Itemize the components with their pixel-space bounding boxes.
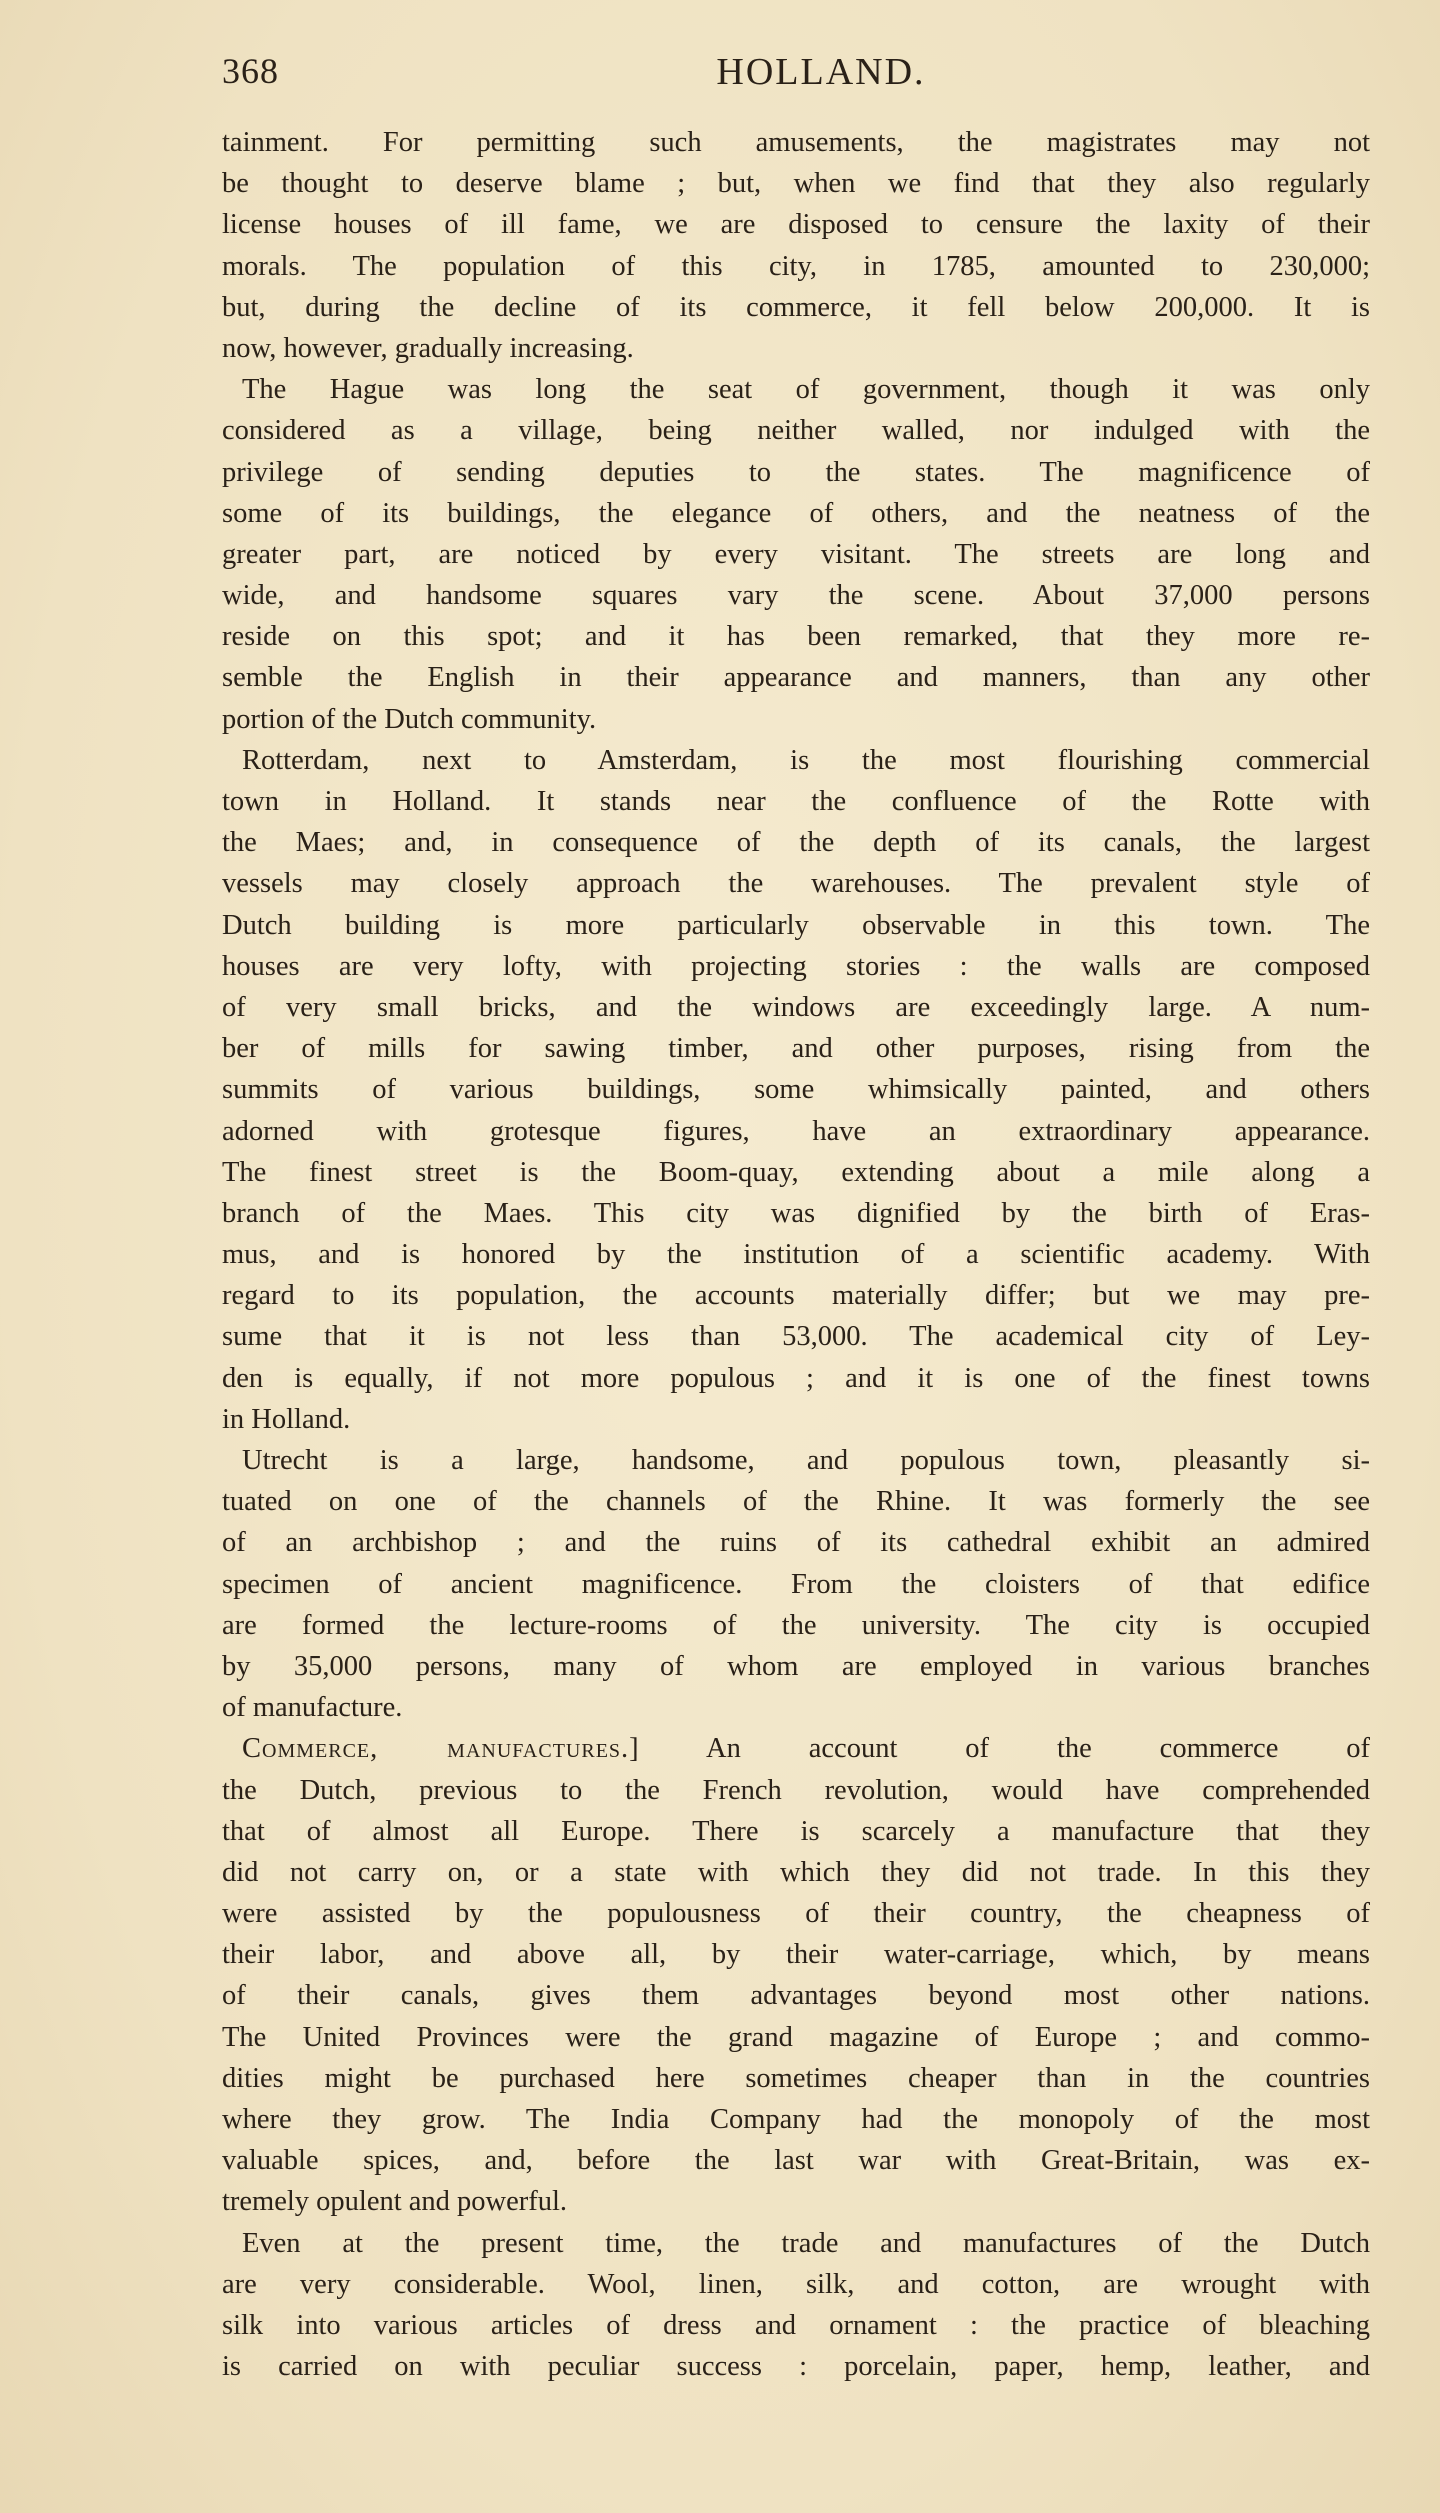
line-text: be thought to deserve blame ; but, when we find that they also regularly xyxy=(222,168,1370,200)
text-line xyxy=(222,1934,1370,1975)
text-line xyxy=(222,575,1370,616)
line-text: now, however, gradually increasing. xyxy=(222,332,634,364)
line-text: den is equally, if not more populous ; and it is one of the finest towns xyxy=(222,1362,1370,1394)
text-line xyxy=(222,2181,1370,2222)
line-text: considered as a village, being neither walled, nor indulged with the xyxy=(222,415,1370,447)
text-line xyxy=(222,204,1370,245)
line-text: tremely opulent and powerful. xyxy=(222,2186,568,2218)
line-text: are formed the lecture-rooms of the university. The city is occupied xyxy=(222,1609,1370,1641)
line-text: regard to its population, the accounts materially differ; but we may pre- xyxy=(222,1280,1370,1312)
text-line xyxy=(222,1481,1370,1522)
text-line xyxy=(222,1564,1370,1605)
text-line xyxy=(222,2346,1370,2387)
text-line xyxy=(222,1811,1370,1852)
line-text: town in Holland. It stands near the confluence of the Rotte with xyxy=(222,786,1370,817)
text-line xyxy=(222,987,1370,1028)
line-text: where they grow. The India Company had the monopoly of the most xyxy=(222,2104,1370,2135)
page-number: 368 xyxy=(222,51,279,91)
line-text: the Dutch, previous to the French revolution, would have comprehended xyxy=(222,1774,1370,1806)
line-text: sume that it is not less than 53,000. The academical city of Ley- xyxy=(222,1321,1370,1353)
line-text: is carried on with peculiar success : porcelain, paper, hemp, leather, and xyxy=(222,2351,1370,2383)
text-line xyxy=(222,1316,1370,1357)
section-heading: Commerce, manufactures.] xyxy=(242,1733,640,1765)
line-text: of manufacture. xyxy=(222,1692,403,1724)
line-text: of an archbishop ; and the ruins of its cathedral exhibit an admired xyxy=(222,1527,1370,1559)
text-line xyxy=(222,699,1370,740)
line-text: Utrecht is a large, handsome, and populous town, pleasantly si- xyxy=(242,1445,1370,1476)
running-title: HOLLAND. xyxy=(716,51,926,93)
text-line xyxy=(222,410,1370,451)
text-line xyxy=(222,287,1370,328)
text-line xyxy=(222,616,1370,657)
text-line xyxy=(222,822,1370,863)
text-line xyxy=(222,2017,1370,2058)
text-line xyxy=(222,657,1370,698)
text-line xyxy=(222,946,1370,987)
line-text: Rotterdam, next to Amsterdam, is the most flourishing commercial xyxy=(242,744,1370,776)
line-text: greater part, are noticed by every visitant. The streets are long and xyxy=(222,538,1370,570)
line-text: Even at the present time, the trade and manufactures of the Dutch xyxy=(242,2227,1370,2259)
text-line xyxy=(222,1893,1370,1934)
text-line xyxy=(222,1399,1370,1440)
line-text: did not carry on, or a state with which they did not trade. In this they xyxy=(222,1856,1370,1888)
line-text: summits of various buildings, some whimsically painted, and others xyxy=(222,1074,1370,1106)
line-text: specimen of ancient magnificence. From the cloisters of that edifice xyxy=(222,1568,1370,1600)
text-line xyxy=(222,369,1370,410)
line-text: the Maes; and, in consequence of the depth of its canals, the largest xyxy=(222,827,1370,859)
line-text: some of its buildings, the elegance of others, and the neatness of the xyxy=(222,497,1370,529)
line-text: in Holland. xyxy=(222,1403,351,1435)
text-line xyxy=(222,122,1370,163)
line-text: branch of the Maes. This city was dignified by the birth of Eras- xyxy=(222,1197,1370,1229)
text-line xyxy=(222,1234,1370,1275)
body-text xyxy=(222,122,1370,2387)
text-line xyxy=(222,905,1370,946)
text-line xyxy=(222,1852,1370,1893)
line-text: dities might be purchased here sometimes cheaper than in the countries xyxy=(222,2062,1370,2094)
text-line xyxy=(222,246,1370,287)
line-text: that of almost all Europe. There is scarcely a manufacture that they xyxy=(222,1815,1370,1847)
line-text: their labor, and above all, by their water-carriage, which, by means xyxy=(222,1939,1370,1971)
text-line xyxy=(222,2223,1370,2264)
line-text: houses are very lofty, with projecting stories : the walls are composed xyxy=(222,950,1370,982)
line-text: semble the English in their appearance and manners, than any other xyxy=(222,662,1370,694)
line-text: were assisted by the populousness of their country, the cheapness of xyxy=(222,1898,1370,1930)
text-line xyxy=(222,2058,1370,2099)
line-text: wide, and handsome squares vary the scene. About 37,000 persons xyxy=(222,580,1370,612)
text-line xyxy=(222,493,1370,534)
text-line xyxy=(222,1275,1370,1316)
text-line xyxy=(222,534,1370,575)
line-text: of their canals, gives them advantages beyond most other nations. xyxy=(222,1980,1370,2012)
text-line xyxy=(222,1975,1370,2016)
text-line xyxy=(222,1522,1370,1563)
text-line xyxy=(222,2099,1370,2140)
text-line xyxy=(222,1770,1370,1811)
text-line xyxy=(222,1028,1370,1069)
text-line xyxy=(222,1152,1370,1193)
line-text: reside on this spot; and it has been remarked, that they more re- xyxy=(222,621,1370,653)
line-text: portion of the Dutch community. xyxy=(222,703,597,735)
text-line xyxy=(222,1440,1370,1481)
line-text: ber of mills for sawing timber, and other purposes, rising from the xyxy=(222,1033,1370,1065)
text-line xyxy=(222,863,1370,904)
line-text: vessels may closely approach the warehouses. The prevalent style of xyxy=(222,868,1370,900)
line-text: The Hague was long the seat of government, though it was only xyxy=(242,374,1370,406)
text-line xyxy=(222,328,1370,369)
text-line xyxy=(222,1605,1370,1646)
page-header xyxy=(222,50,1380,110)
line-text: morals. The population of this city, in 1785, amounted to 230,000; xyxy=(222,250,1370,282)
line-text: tainment. For permitting such amusements, the magistrates may not xyxy=(222,127,1370,158)
line-text: license houses of ill fame, we are disposed to censure the laxity of their xyxy=(222,209,1370,241)
line-text: privilege of sending deputies to the states. The magnificence of xyxy=(222,456,1370,488)
text-line xyxy=(222,1069,1370,1110)
text-line xyxy=(222,2140,1370,2181)
text-line xyxy=(222,2305,1370,2346)
text-line xyxy=(222,1687,1370,1728)
line-text: tuated on one of the channels of the Rhine. It was formerly the see xyxy=(222,1486,1370,1518)
line-text: The United Provinces were the grand magazine of Europe ; and commo- xyxy=(222,2021,1370,2053)
line-text: of very small bricks, and the windows are exceedingly large. A num- xyxy=(222,991,1370,1023)
text-line xyxy=(222,1646,1370,1687)
text-line xyxy=(222,1193,1370,1234)
line-text: adorned with grotesque figures, have an extraordinary appearance. xyxy=(222,1115,1370,1147)
text-line xyxy=(222,452,1370,493)
text-line xyxy=(222,2264,1370,2305)
text-line xyxy=(222,1728,1370,1769)
line-text: mus, and is honored by the institution of a scientific academy. With xyxy=(222,1239,1370,1271)
text-line xyxy=(222,740,1370,781)
text-line xyxy=(222,1358,1370,1399)
text-line xyxy=(222,163,1370,204)
line-text: by 35,000 persons, many of whom are employed in various branches xyxy=(222,1650,1370,1682)
line-text: are very considerable. Wool, linen, silk, and cotton, are wrought with xyxy=(222,2268,1370,2300)
line-text: The finest street is the Boom-quay, extending about a mile along a xyxy=(222,1156,1370,1188)
line-text: but, during the decline of its commerce, it fell below 200,000. It is xyxy=(222,291,1370,323)
text-line xyxy=(222,1111,1370,1152)
line-text: silk into various articles of dress and ornament : the practice of bleaching xyxy=(222,2309,1370,2341)
line-text: valuable spices, and, before the last war with Great-Britain, was ex- xyxy=(222,2145,1370,2177)
line-text: An account of the commerce of xyxy=(639,1733,1370,1765)
line-text: Dutch building is more particularly observable in this town. The xyxy=(222,909,1370,941)
text-line xyxy=(222,781,1370,822)
